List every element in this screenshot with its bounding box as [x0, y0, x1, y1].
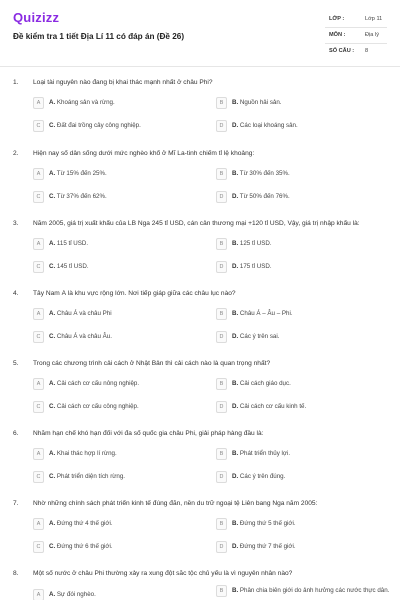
option-d[interactable]	[216, 120, 396, 134]
option-c[interactable]	[33, 120, 213, 134]
option-a[interactable]	[33, 168, 213, 182]
option-text: Từ 30% đến 35%.	[238, 170, 290, 177]
option-letter: C	[33, 120, 44, 132]
option-text: Các loại khoáng sản.	[238, 122, 298, 129]
option-prefix: D.	[232, 543, 239, 550]
option-prefix: A.	[49, 380, 56, 387]
option-text: Các ý trên đúng.	[238, 473, 286, 480]
option-a[interactable]	[33, 448, 213, 462]
option-a[interactable]	[33, 378, 213, 392]
option-prefix: C.	[49, 473, 56, 480]
option-prefix: C.	[49, 333, 56, 340]
option-prefix: B.	[232, 99, 239, 106]
info-value: Lớp 11	[365, 16, 383, 22]
worksheet-info-box	[325, 12, 387, 60]
option-c[interactable]	[33, 471, 213, 485]
option-prefix: C.	[49, 263, 56, 270]
option-letter: A	[33, 589, 44, 600]
question-text: Loại tài nguyên nào đang bị khai thác mạnh nhất ở châu Phi?	[33, 79, 213, 86]
option-letter: A	[33, 518, 44, 530]
option-b[interactable]	[216, 448, 396, 462]
question-text: Hiện nay số dân sống dưới mức nghèo khổ ở Mĩ La-tinh chiếm tỉ lệ khoảng:	[33, 150, 255, 157]
option-c[interactable]	[33, 261, 213, 275]
option-c[interactable]	[33, 541, 213, 555]
quizizz-logo[interactable]: Quizizz	[13, 10, 60, 25]
option-letter: B	[216, 168, 227, 180]
option-letter: C	[33, 471, 44, 483]
option-prefix: A.	[49, 591, 56, 598]
option-letter: A	[33, 168, 44, 180]
option-text: Cải cách cơ cấu kinh tế.	[238, 403, 307, 410]
option-text: Đứng thứ 6 thế giới.	[55, 543, 113, 550]
option-text: 125 tỉ USD.	[238, 240, 272, 247]
option-prefix: A.	[49, 170, 56, 177]
option-text: Sự đói nghèo.	[55, 591, 96, 598]
option-letter: C	[33, 191, 44, 203]
option-d[interactable]	[216, 401, 396, 415]
option-letter: A	[33, 448, 44, 460]
option-prefix: B.	[232, 310, 239, 317]
option-text: Từ 15% đến 25%.	[55, 170, 107, 177]
page-title: Đề kiểm tra 1 tiết Địa Lí 11 có đáp án (Đề 26)	[13, 32, 185, 41]
option-letter: D	[216, 541, 227, 553]
info-value: Địa lý	[365, 32, 379, 38]
option-text: Từ 37% đến 62%.	[55, 193, 107, 200]
option-letter: A	[33, 238, 44, 250]
option-letter: B	[216, 585, 227, 597]
option-prefix: A.	[49, 240, 56, 247]
info-label: MÔN :	[329, 32, 346, 38]
info-value: 8	[365, 48, 369, 54]
option-prefix: C.	[49, 403, 56, 410]
option-b[interactable]	[216, 308, 396, 322]
question-number: 3.	[13, 220, 19, 227]
option-prefix: B.	[232, 170, 239, 177]
option-b[interactable]	[216, 238, 396, 252]
option-b[interactable]	[216, 585, 396, 599]
option-text: 115 tỉ USD.	[55, 240, 89, 247]
option-text: Phát triển diện tích rừng.	[55, 473, 126, 480]
option-c[interactable]	[33, 401, 213, 415]
option-letter: D	[216, 191, 227, 203]
option-text: Cải cách cơ cấu công nghiệp.	[55, 403, 139, 410]
option-text: Nguồn hải sản.	[238, 99, 282, 106]
option-text: Phân chia biên giới do ảnh hưởng các nước thực dân.	[238, 587, 390, 594]
question-text: Nhờ những chính sách phát triển kinh tế đúng đắn, nền du trữ ngoại tệ Liên bang Nga năm 2005:	[33, 500, 318, 507]
header-divider	[0, 66, 400, 67]
option-prefix: D.	[232, 263, 239, 270]
option-b[interactable]	[216, 518, 396, 532]
option-letter: A	[33, 308, 44, 320]
option-prefix: B.	[232, 380, 239, 387]
question-number: 7.	[13, 500, 19, 507]
option-letter: D	[216, 471, 227, 483]
option-letter: A	[33, 97, 44, 109]
question-text: Trong các chương trình cải cách ở Nhật Bản thì cải cách nào là quan trọng nhất?	[33, 360, 271, 367]
option-letter: C	[33, 331, 44, 343]
info-row-question-count	[325, 44, 387, 60]
option-letter: C	[33, 541, 44, 553]
option-d[interactable]	[216, 541, 396, 555]
option-prefix: C.	[49, 122, 56, 129]
option-letter: B	[216, 238, 227, 250]
option-prefix: B.	[232, 240, 239, 247]
option-letter: B	[216, 448, 227, 460]
question-text: Nhằm hạn chế khó hạn đối với đa số quốc gia châu Phi, giải pháp hàng đầu là:	[33, 430, 264, 437]
option-letter: D	[216, 120, 227, 132]
option-text: Cải cách giáo dục.	[238, 380, 291, 387]
option-letter: B	[216, 97, 227, 109]
option-text: Khoáng sản và rừng.	[55, 99, 115, 106]
question-number: 6.	[13, 430, 19, 437]
option-text: Đất đai trồng cây công nghiệp.	[55, 122, 141, 129]
option-a[interactable]	[33, 238, 213, 252]
option-prefix: B.	[232, 587, 239, 594]
option-text: 145 tỉ USD.	[55, 263, 89, 270]
info-label: LỚP :	[329, 16, 345, 22]
option-letter: B	[216, 378, 227, 390]
option-prefix: C.	[49, 193, 56, 200]
option-prefix: D.	[232, 122, 239, 129]
option-text: 175 tỉ USD.	[238, 263, 272, 270]
option-a[interactable]	[33, 97, 213, 111]
option-text: Cải cách cơ cấu nông nghiệp.	[55, 380, 140, 387]
option-text: Đứng thứ 7 thế giới.	[238, 543, 296, 550]
question-number: 5.	[13, 360, 19, 367]
info-row-class	[325, 12, 387, 28]
option-letter: D	[216, 401, 227, 413]
option-letter: B	[216, 518, 227, 530]
option-prefix: D.	[232, 333, 239, 340]
option-text: Châu Á – Âu – Phi.	[238, 310, 293, 317]
option-b[interactable]	[216, 168, 396, 182]
option-prefix: D.	[232, 403, 239, 410]
option-prefix: A.	[49, 310, 56, 317]
option-text: Châu Á và châu Âu.	[55, 333, 112, 340]
option-c[interactable]	[33, 191, 213, 205]
option-text: Các ý trên sai.	[238, 333, 280, 340]
option-a[interactable]	[33, 589, 213, 600]
option-prefix: D.	[232, 193, 239, 200]
option-d[interactable]	[216, 191, 396, 205]
option-prefix: B.	[232, 450, 239, 457]
option-letter: B	[216, 308, 227, 320]
worksheet-header	[0, 0, 400, 66]
option-text: Đứng thứ 5 thế giới.	[238, 520, 296, 527]
option-prefix: A.	[49, 520, 56, 527]
option-b[interactable]	[216, 378, 396, 392]
question-number: 2.	[13, 150, 19, 157]
option-letter: D	[216, 261, 227, 273]
option-a[interactable]	[33, 308, 213, 322]
option-prefix: A.	[49, 99, 56, 106]
question-number: 1.	[13, 79, 19, 86]
option-letter: C	[33, 401, 44, 413]
option-text: Phát triển thủy lợi.	[238, 450, 291, 457]
question-text: Một số nước ở châu Phi thường xảy ra xung đột sắc tộc chủ yếu là vì nguyên nhân nào?	[33, 570, 293, 577]
option-prefix: A.	[49, 450, 56, 457]
option-prefix: C.	[49, 543, 56, 550]
option-d[interactable]	[216, 261, 396, 275]
question-number: 4.	[13, 290, 19, 297]
option-letter: D	[216, 331, 227, 343]
question-text: Năm 2005, giá trị xuất khẩu của LB Nga 245 tỉ USD, cán cân thương mại +120 tỉ USD, Vậy, giá trị nhập khẩu là:	[33, 220, 360, 227]
question-number: 8.	[13, 570, 19, 577]
option-d[interactable]	[216, 331, 396, 345]
option-letter: A	[33, 378, 44, 390]
option-prefix: B.	[232, 520, 239, 527]
option-b[interactable]	[216, 97, 396, 111]
option-text: Từ 50% đến 76%.	[238, 193, 290, 200]
question-text: Tây Nam Á là khu vực rộng lớn. Nơi tiếp giáp giữa các châu lục nào?	[33, 290, 236, 297]
option-d[interactable]	[216, 471, 396, 485]
option-letter: C	[33, 261, 44, 273]
option-a[interactable]	[33, 518, 213, 532]
info-label: SỐ CÂU :	[329, 48, 355, 54]
option-text: Đứng thứ 4 thế giới.	[55, 520, 113, 527]
option-text: Châu Á và châu Phi	[55, 310, 112, 317]
info-row-subject	[325, 28, 387, 44]
option-c[interactable]	[33, 331, 213, 345]
option-prefix: D.	[232, 473, 239, 480]
option-text: Khai thác hợp lí rừng.	[55, 450, 117, 457]
